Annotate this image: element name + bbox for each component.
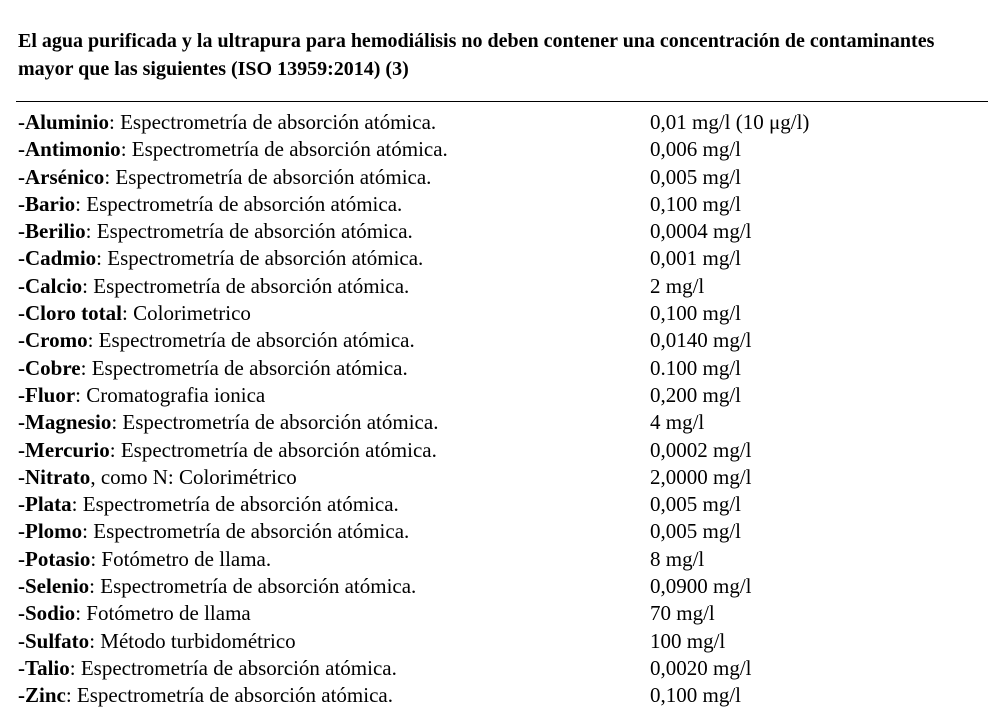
max-concentration: 0,100 mg/l — [650, 191, 742, 216]
max-concentration: 0,0020 mg/l — [650, 655, 752, 680]
list-item — [18, 491, 978, 518]
element-name: -Berilio — [18, 219, 86, 244]
analysis-method: : Espectrometría de absorción atómica. — [75, 191, 403, 216]
element-name: -Potasio — [18, 546, 91, 571]
analysis-method: : Espectrometría de absorción atómica. — [85, 219, 413, 244]
list-item — [18, 409, 978, 436]
analysis-method: : Espectrometría de absorción atómica. — [80, 355, 408, 380]
list-item — [18, 655, 978, 682]
max-concentration: 2 mg/l — [650, 273, 705, 298]
element-name: -Antimonio — [18, 137, 121, 162]
max-concentration: 0,200 mg/l — [650, 382, 742, 407]
element-name: -Calcio — [18, 273, 83, 298]
analysis-method: : Espectrometría de absorción atómica. — [111, 410, 439, 435]
list-item — [18, 600, 978, 627]
analysis-method: : Espectrometría de absorción atómica. — [109, 110, 437, 134]
list-item — [18, 437, 978, 464]
list-item — [18, 464, 978, 491]
element-name: -Bario — [18, 191, 76, 216]
list-item — [18, 355, 978, 382]
element-name: -Nitrato — [18, 464, 91, 489]
analysis-method: : Espectrometría de absorción atómica. — [89, 574, 417, 599]
max-concentration: 0,0900 mg/l — [650, 574, 752, 599]
list-item — [18, 682, 978, 709]
max-concentration: 0,005 mg/l — [650, 519, 742, 544]
element-name: -Sulfato — [18, 628, 90, 653]
analysis-method: , como N: Colorimétrico — [90, 464, 297, 489]
max-concentration: 0,100 mg/l — [650, 683, 742, 708]
element-name: -Magnesio — [18, 410, 112, 435]
max-concentration: 0,0004 mg/l — [650, 219, 752, 244]
analysis-method: : Espectrometría de absorción atómica. — [120, 137, 448, 162]
element-name: -Cloro total — [18, 301, 123, 326]
analysis-method: : Espectrometría de absorción atómica. — [65, 683, 393, 708]
max-concentration: 0,006 mg/l — [650, 137, 742, 162]
max-concentration: 0,005 mg/l — [650, 164, 742, 189]
element-name: -Plomo — [18, 519, 83, 544]
list-item — [18, 245, 978, 272]
list-item — [18, 573, 978, 600]
max-concentration: 2,0000 mg/l — [650, 464, 752, 489]
element-name: -Mercurio — [18, 437, 110, 462]
max-concentration: 100 mg/l — [650, 628, 726, 653]
list-item — [18, 300, 978, 327]
list-item — [18, 109, 978, 136]
max-concentration: 0.100 mg/l — [650, 355, 742, 380]
analysis-method: : Fotómetro de llama — [75, 601, 251, 626]
analysis-method: : Colorimetrico — [122, 301, 251, 326]
element-name: -Cadmio — [18, 246, 97, 271]
analysis-method: : Espectrometría de absorción atómica. — [87, 328, 415, 353]
header-divider — [16, 101, 988, 102]
element-name: -Cobre — [18, 355, 81, 380]
list-item — [18, 136, 978, 163]
element-name: -Talio — [18, 655, 70, 680]
max-concentration: 4 mg/l — [650, 410, 705, 435]
max-concentration: 70 mg/l — [650, 601, 715, 626]
element-name: -Selenio — [18, 574, 90, 599]
analysis-method: : Método turbidométrico — [89, 628, 296, 653]
max-concentration: 0,01 mg/l (10 μg/l) — [650, 110, 810, 134]
max-concentration: 0,005 mg/l — [650, 492, 742, 517]
element-name: -Arsénico — [18, 164, 105, 189]
analysis-method: : Espectrometría de absorción atómica. — [82, 519, 410, 544]
analysis-method: : Espectrometría de absorción atómica. — [104, 164, 432, 189]
max-concentration: 0,001 mg/l — [650, 246, 742, 271]
contaminant-list — [18, 109, 978, 710]
max-concentration: 0,100 mg/l — [650, 301, 742, 326]
list-item — [18, 546, 978, 573]
analysis-method: : Espectrometría de absorción atómica. — [71, 492, 399, 517]
element-name: -Cromo — [18, 328, 88, 353]
analysis-method: : Espectrometría de absorción atómica. — [109, 437, 437, 462]
analysis-method: : Fotómetro de llama. — [90, 546, 272, 571]
max-concentration: 8 mg/l — [650, 546, 705, 571]
list-item — [18, 382, 978, 409]
list-item — [18, 218, 978, 245]
list-item — [18, 628, 978, 655]
page-title: El agua purificada y la ultrapura para hemodiálisis no deben contener una concentración de contaminantes mayor que las siguientes (ISO 13959:2014) (3) — [18, 30, 935, 80]
max-concentration: 0,0002 mg/l — [650, 437, 752, 462]
list-item — [18, 164, 978, 191]
element-name: -Fluor — [18, 382, 76, 407]
list-item — [18, 518, 978, 545]
element-name: -Sodio — [18, 601, 76, 626]
element-name: -Zinc — [18, 683, 66, 708]
analysis-method: : Espectrometría de absorción atómica. — [96, 246, 424, 271]
analysis-method: : Espectrometría de absorción atómica. — [82, 273, 410, 298]
element-name: -Plata — [18, 492, 72, 517]
analysis-method: : Espectrometría de absorción atómica. — [69, 655, 397, 680]
element-name: -Aluminio — [18, 110, 110, 134]
list-item — [18, 327, 978, 354]
analysis-method: : Cromatografia ionica — [75, 382, 266, 407]
list-item — [18, 273, 978, 300]
max-concentration: 0,0140 mg/l — [650, 328, 752, 353]
list-item — [18, 191, 978, 218]
